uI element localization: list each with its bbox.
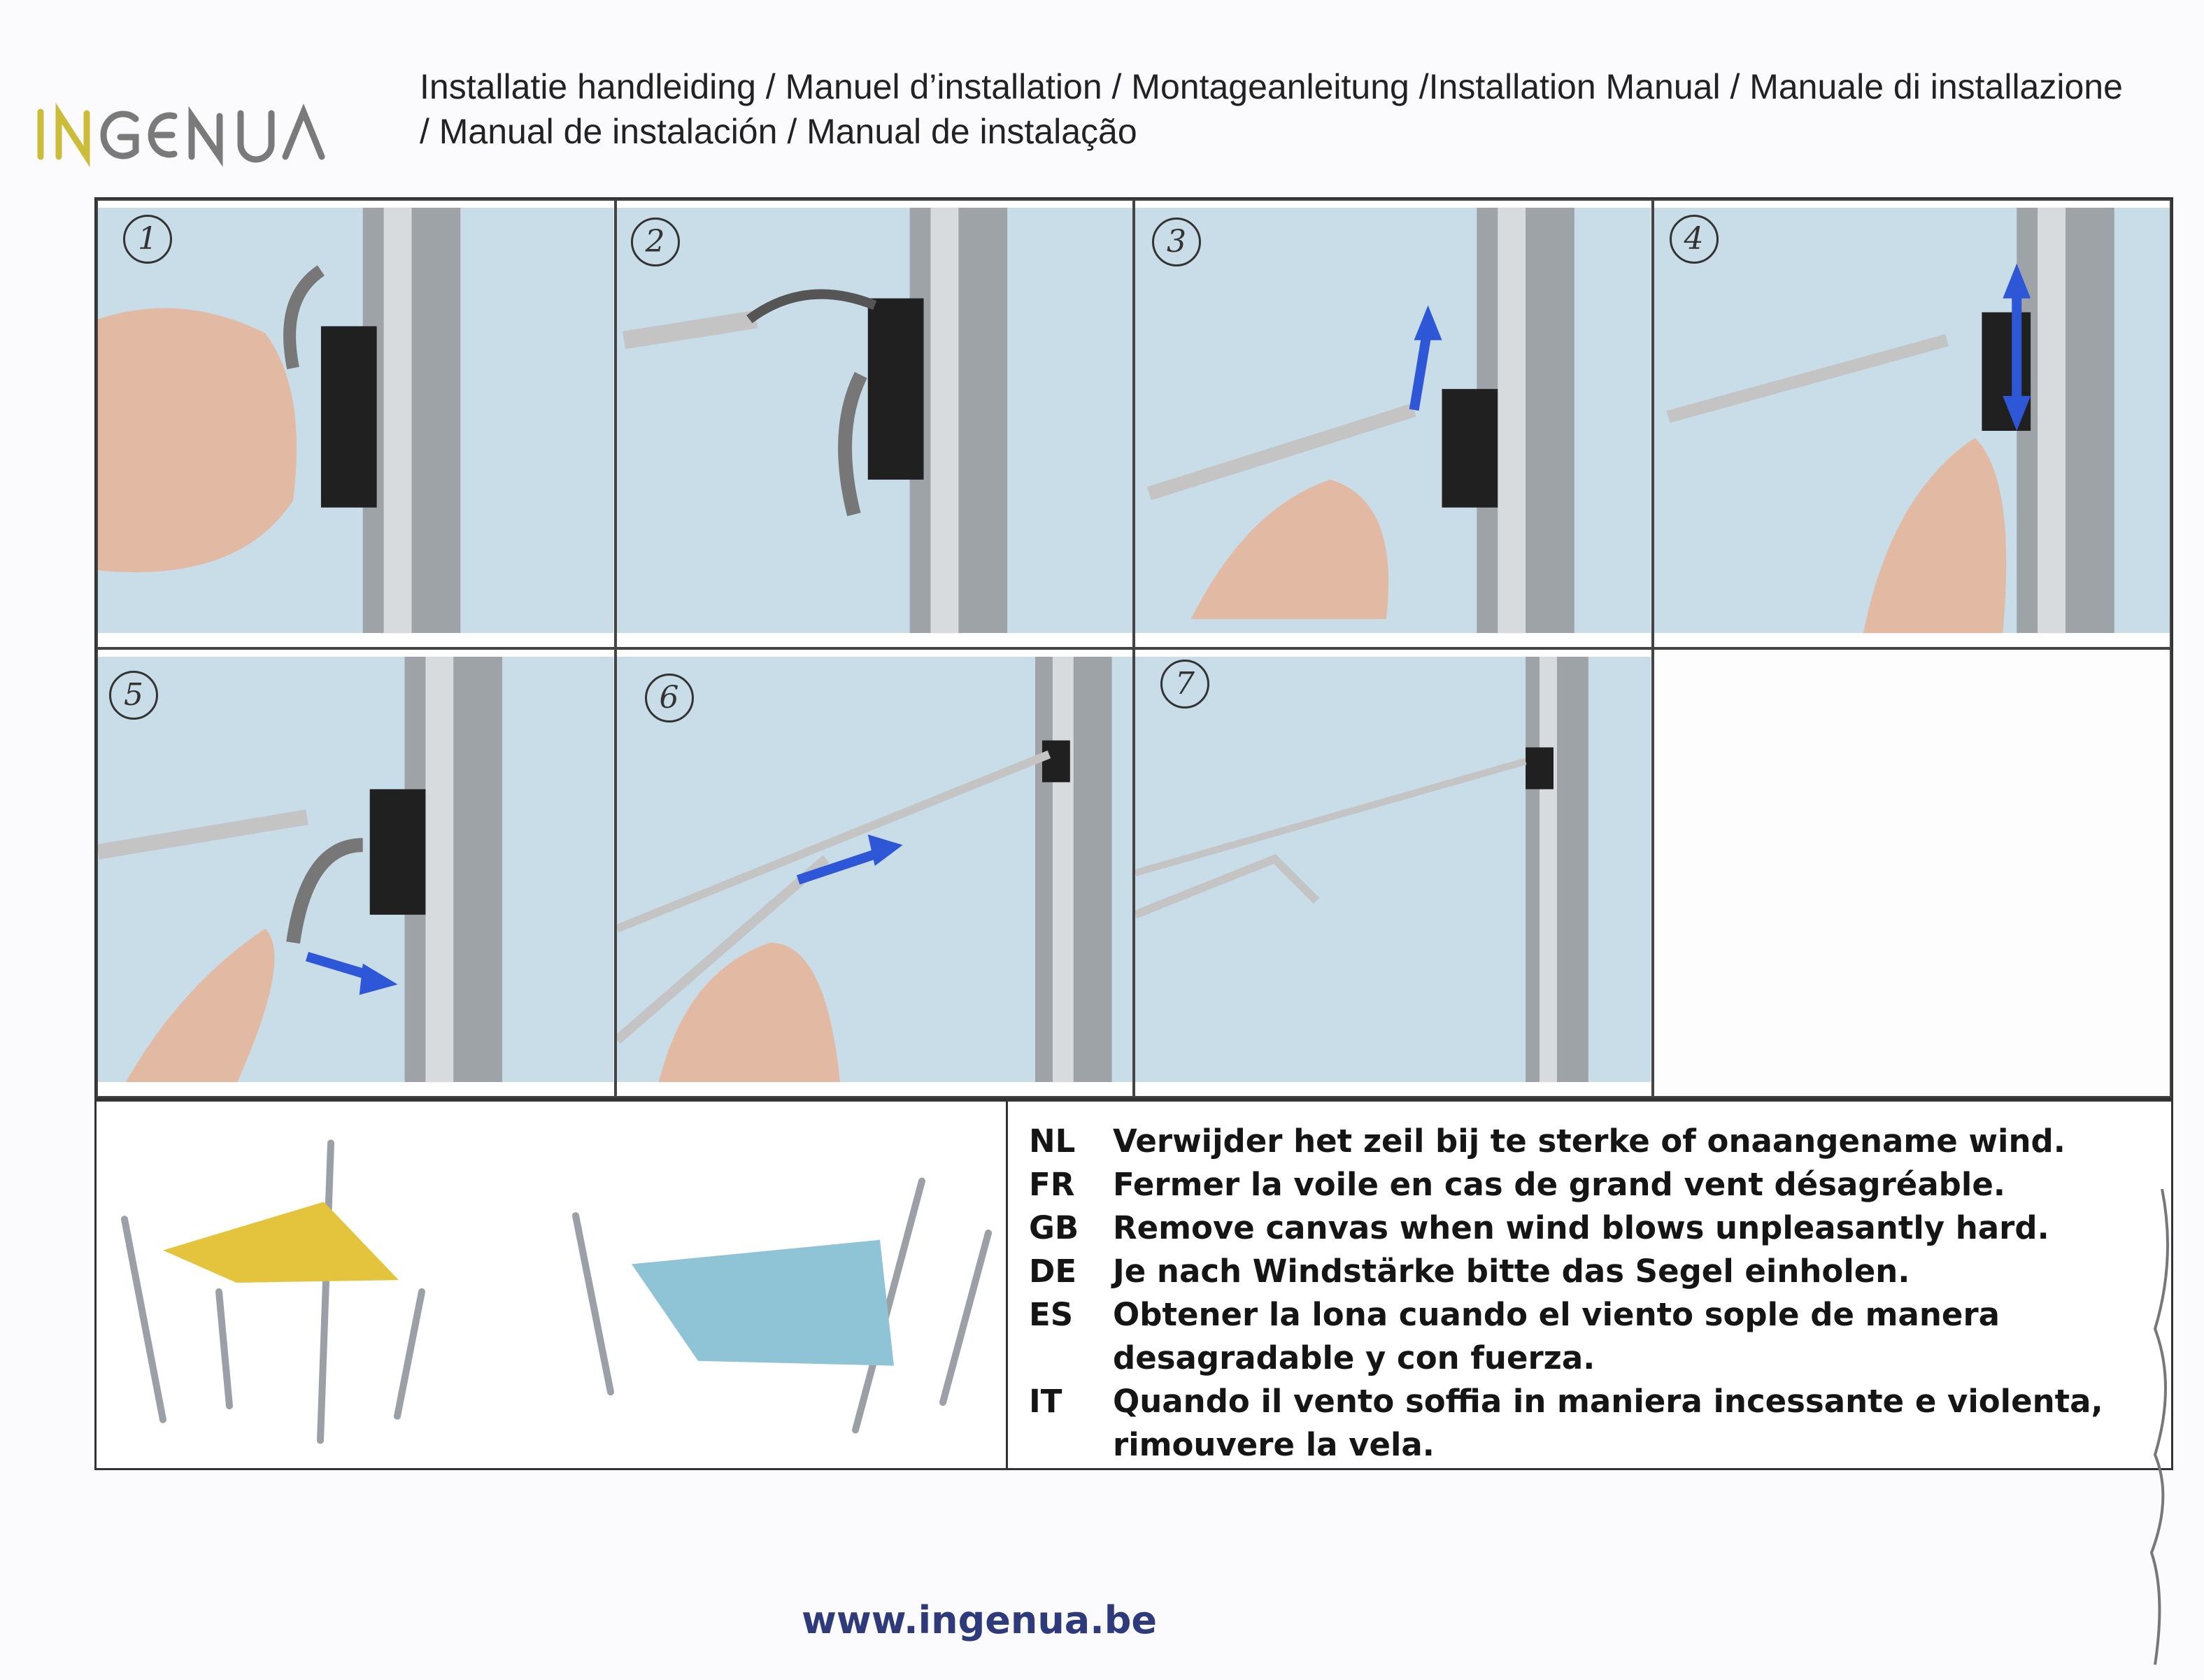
step-number-badge: 7: [1160, 660, 1209, 709]
step-panel-4: [1653, 199, 2172, 648]
ingenua-logo: [31, 98, 339, 168]
warning-row: [1029, 1380, 2103, 1467]
step-1-illustration: [98, 201, 614, 647]
step-2-illustration: [617, 201, 1133, 647]
step-6-illustration: [617, 650, 1133, 1096]
handwritten-scribble: [2134, 1189, 2190, 1679]
warning-row: [1029, 1163, 2103, 1206]
language-code: IT: [1029, 1383, 1062, 1420]
warning-text: Obtener la lona cuando el viento sople de manera desagradable y con fuerza.: [1113, 1296, 2000, 1376]
step-number-badge: 2: [631, 218, 680, 266]
warning-section: [94, 1099, 2173, 1470]
step-panel-7: [1134, 648, 1653, 1097]
step-number-badge: 4: [1670, 215, 1719, 264]
step-panel-3: [1134, 199, 1653, 648]
steps-grid: [94, 197, 2173, 1099]
language-code: GB: [1029, 1209, 1079, 1246]
shade-sail-drawing: [97, 1102, 1006, 1468]
warning-text: Remove canvas when wind blows unpleasantly hard.: [1113, 1209, 2049, 1246]
wind-warnings: [1008, 1102, 2117, 1468]
step-panel-1: [97, 199, 616, 648]
step-panel-2: [616, 199, 1135, 648]
step-5-illustration: [98, 650, 614, 1096]
warning-row: [1029, 1293, 2103, 1380]
step-panel-6: [616, 648, 1135, 1097]
warning-row: [1029, 1250, 2103, 1293]
warning-text: Fermer la voile en cas de grand vent désagréable.: [1113, 1166, 2005, 1203]
warning-text: Je nach Windstärke bitte das Segel einholen.: [1113, 1253, 1910, 1290]
language-code: NL: [1029, 1123, 1076, 1160]
warning-row: [1029, 1206, 2103, 1250]
title-line-2: / Manual de instalación / Manual de instalação: [420, 112, 1137, 151]
warning-text: Verwijder het zeil bij te sterke of onaangename wind.: [1113, 1123, 2066, 1160]
step-number-badge: 6: [645, 674, 694, 722]
step-number-badge: 1: [123, 215, 172, 264]
language-code: ES: [1029, 1296, 1074, 1333]
manual-title: [420, 64, 2147, 154]
warning-text: Quando il vento soffia in maniera incessante e violenta, rimouvere la vela.: [1113, 1383, 2103, 1463]
step-3-illustration: [1135, 201, 1651, 647]
step-number-badge: 5: [109, 671, 158, 720]
empty-panel: [1653, 648, 2172, 1097]
language-code: FR: [1029, 1166, 1075, 1203]
website-url[interactable]: www.ingenua.be: [801, 1598, 1158, 1642]
step-4-illustration: [1654, 201, 2170, 647]
language-code: DE: [1029, 1253, 1077, 1290]
warning-row: [1029, 1120, 2103, 1163]
title-line-1: Installatie handleiding / Manuel d’installation / Montageanleitung /Installation Manual / Manuale di installazione: [420, 67, 2123, 106]
step-panel-5: [97, 648, 616, 1097]
step-7-illustration: [1135, 650, 1651, 1096]
sail-illustrations: [97, 1102, 1008, 1468]
step-number-badge: 3: [1152, 218, 1201, 266]
